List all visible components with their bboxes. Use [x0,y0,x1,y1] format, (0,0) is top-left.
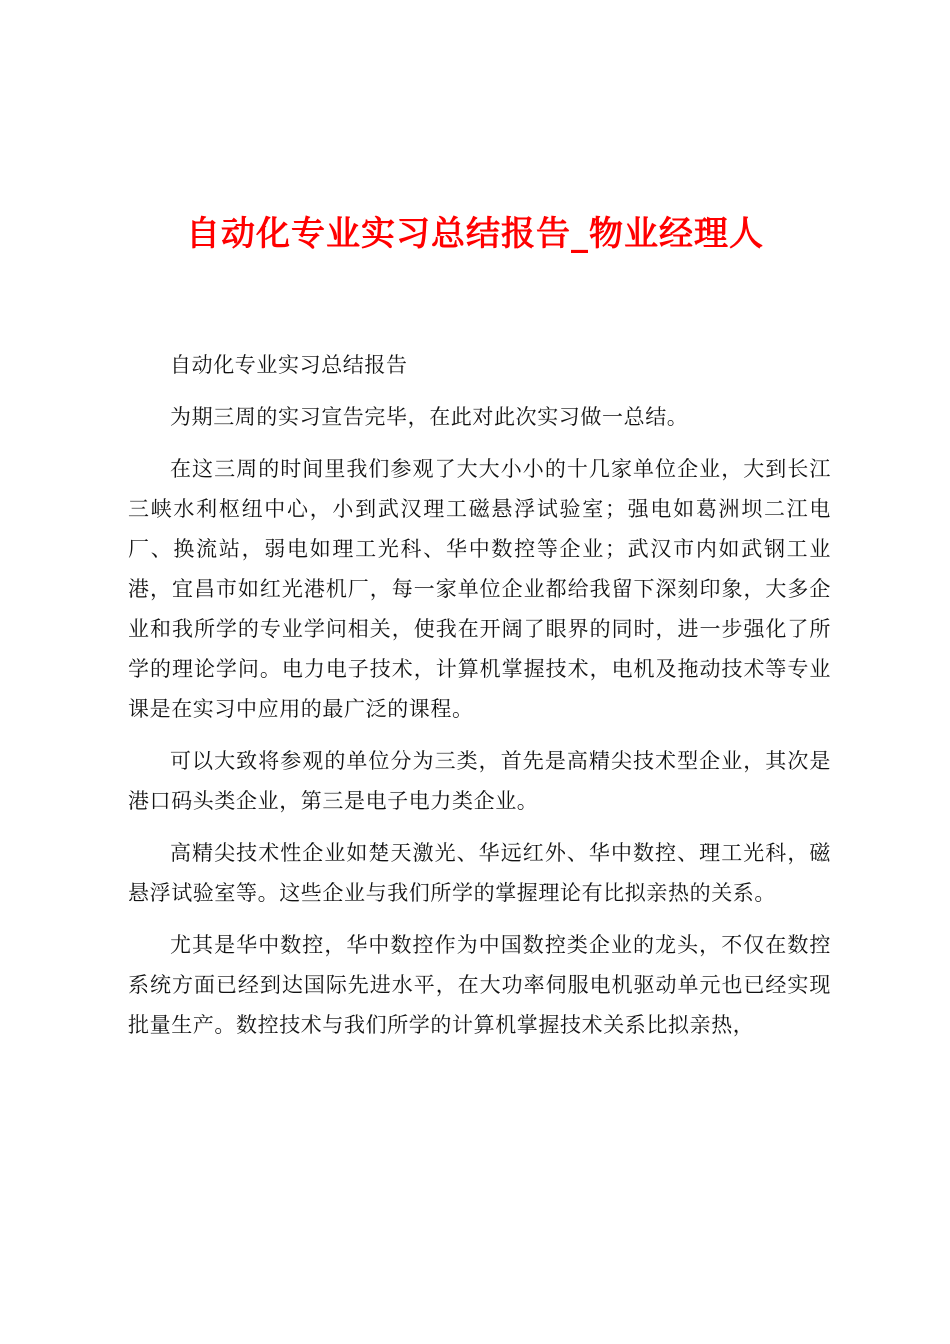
document-title: 自动化专业实习总结报告_物业经理人 [186,214,764,254]
paragraph-subtitle: 自动化专业实习总结报告 [170,353,408,377]
paragraph-intro: 为期三周的实习宣告完毕，在此对此次实习做一总结。 [170,405,689,429]
paragraph-high-tech: 高精尖技术性企业如楚天激光、华远红外、华中数控、理工光科，磁悬浮试验室等。这些企业与我们所学的掌握理论有比拟亲热的关系。 [128,841,831,905]
paragraph-huazhong-cnc: 尤其是华中数控，华中数控作为中国数控类企业的龙头，不仅在数控系统方面已经到达国际先进水平，在大功率伺服电机驱动单元也已经实现批量生产。数控技术与我们所学的计算机掌握技术关系比拟亲热， [128,933,831,1037]
paragraph-categories: 可以大致将参观的单位分为三类，首先是高精尖技术型企业，其次是港口码头类企业，第三是电子电力类企业。 [128,749,831,813]
paragraph-visits: 在这三周的时间里我们参观了大大小小的十几家单位企业，大到长江三峡水利枢纽中心，小到武汉理工磁悬浮试验室；强电如葛洲坝二江电厂、换流站，弱电如理工光科、华中数控等企业；武汉市内如武钢工业港，宜昌市如红光港机厂，每一家单位企业都给我留下深刻印象，大多企业和我所学的专业学问相关，使我在开阔了眼界的同时，进一步强化了所学的理论学问。电力电子技术，计算机掌握技术，电机及拖动技术等专业课是在实习中应用的最广泛的课程。 [128,457,831,721]
document-body [128,345,831,1057]
